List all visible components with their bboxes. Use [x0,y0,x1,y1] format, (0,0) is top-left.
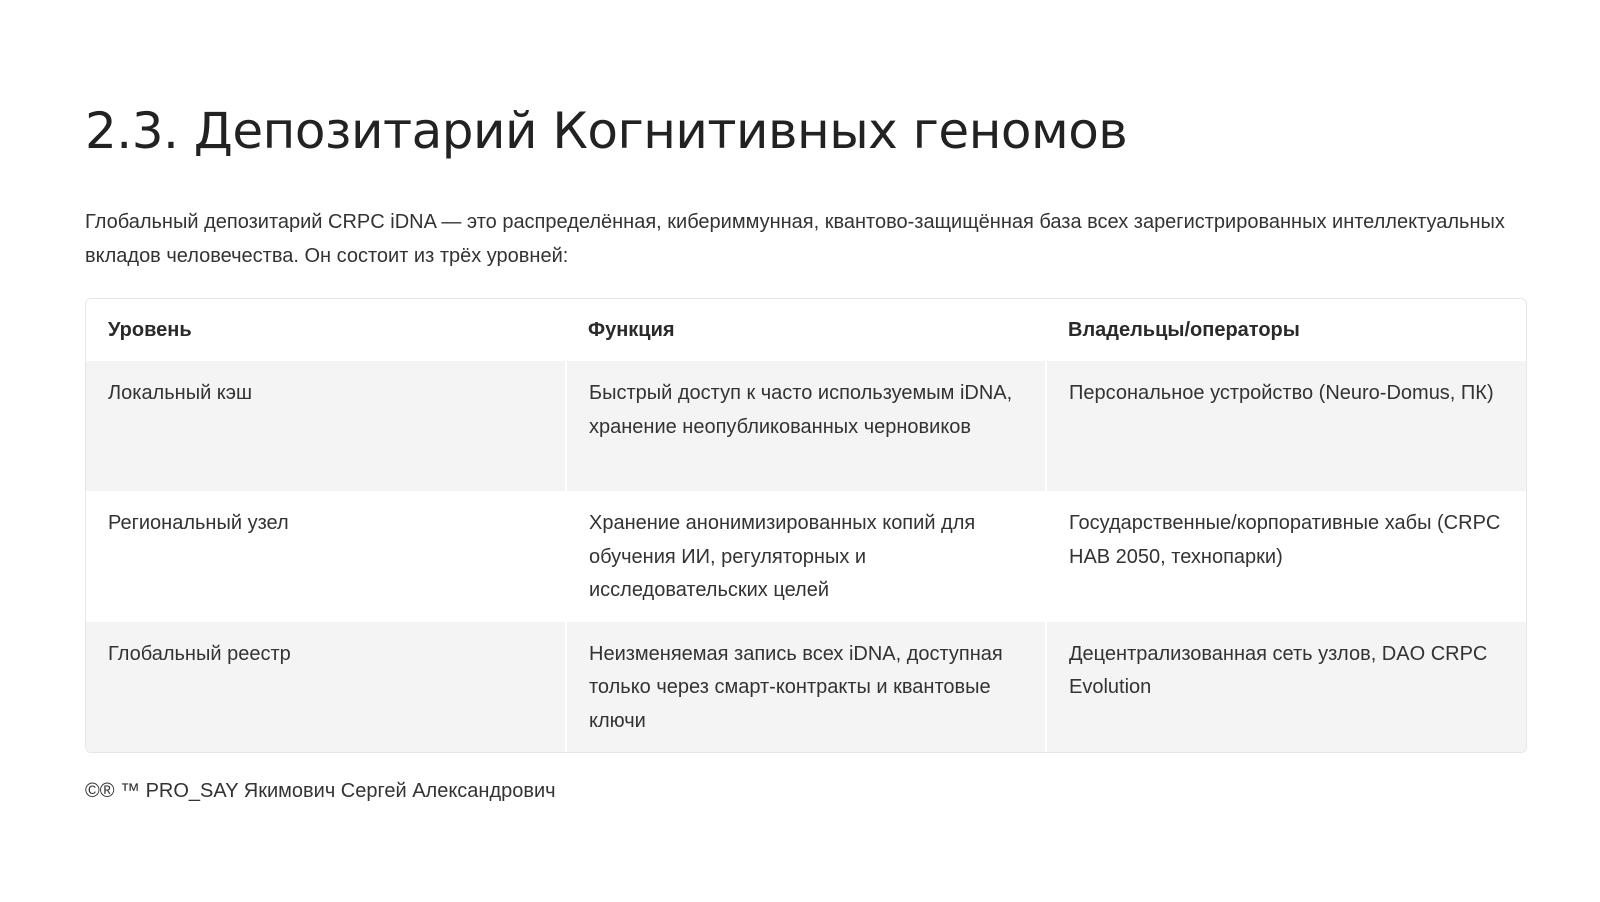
cell-owners: Децентрализованная сеть узлов, DAO CRPC Evolution [1046,622,1526,753]
cell-function: Быстрый доступ к часто используемым iDNA, хранение неопубликованных черновиков [566,361,1046,491]
cell-owners: Персональное устройство (Neuro-Domus, ПК) [1046,361,1526,491]
cell-function: Хранение анонимизированных копий для обучения ИИ, регуляторных и исследовательских целей [566,491,1046,622]
table-row [86,361,1526,491]
table-header-row [86,299,1526,361]
cell-level: Глобальный реестр [86,622,566,753]
column-header-level: Уровень [86,299,566,361]
depository-table [85,298,1527,753]
column-header-function: Функция [566,299,1046,361]
column-header-owners: Владельцы/операторы [1046,299,1526,361]
page-title: 2.3. Депозитарий Когнитивных геномов [85,102,1128,160]
intro-paragraph: Глобальный депозитарий CRPC iDNA — это распределённая, кибериммунная, квантово-защищённая база всех зарегистрированных интеллектуальных вкладов человечества. Он состоит из трёх уровней: [85,211,1505,267]
cell-owners: Государственные/корпоративные хабы (CRPC HAB 2050, технопарки) [1046,491,1526,622]
table-row [86,491,1526,622]
copyright-footer: ©® ™ PRO_SAY Якимович Сергей Александрович [85,780,556,802]
cell-level: Локальный кэш [86,361,566,491]
table-row [86,622,1526,753]
cell-function: Неизменяемая запись всех iDNA, доступная только через смарт-контракты и квантовые ключи [566,622,1046,753]
cell-level: Региональный узел [86,491,566,622]
